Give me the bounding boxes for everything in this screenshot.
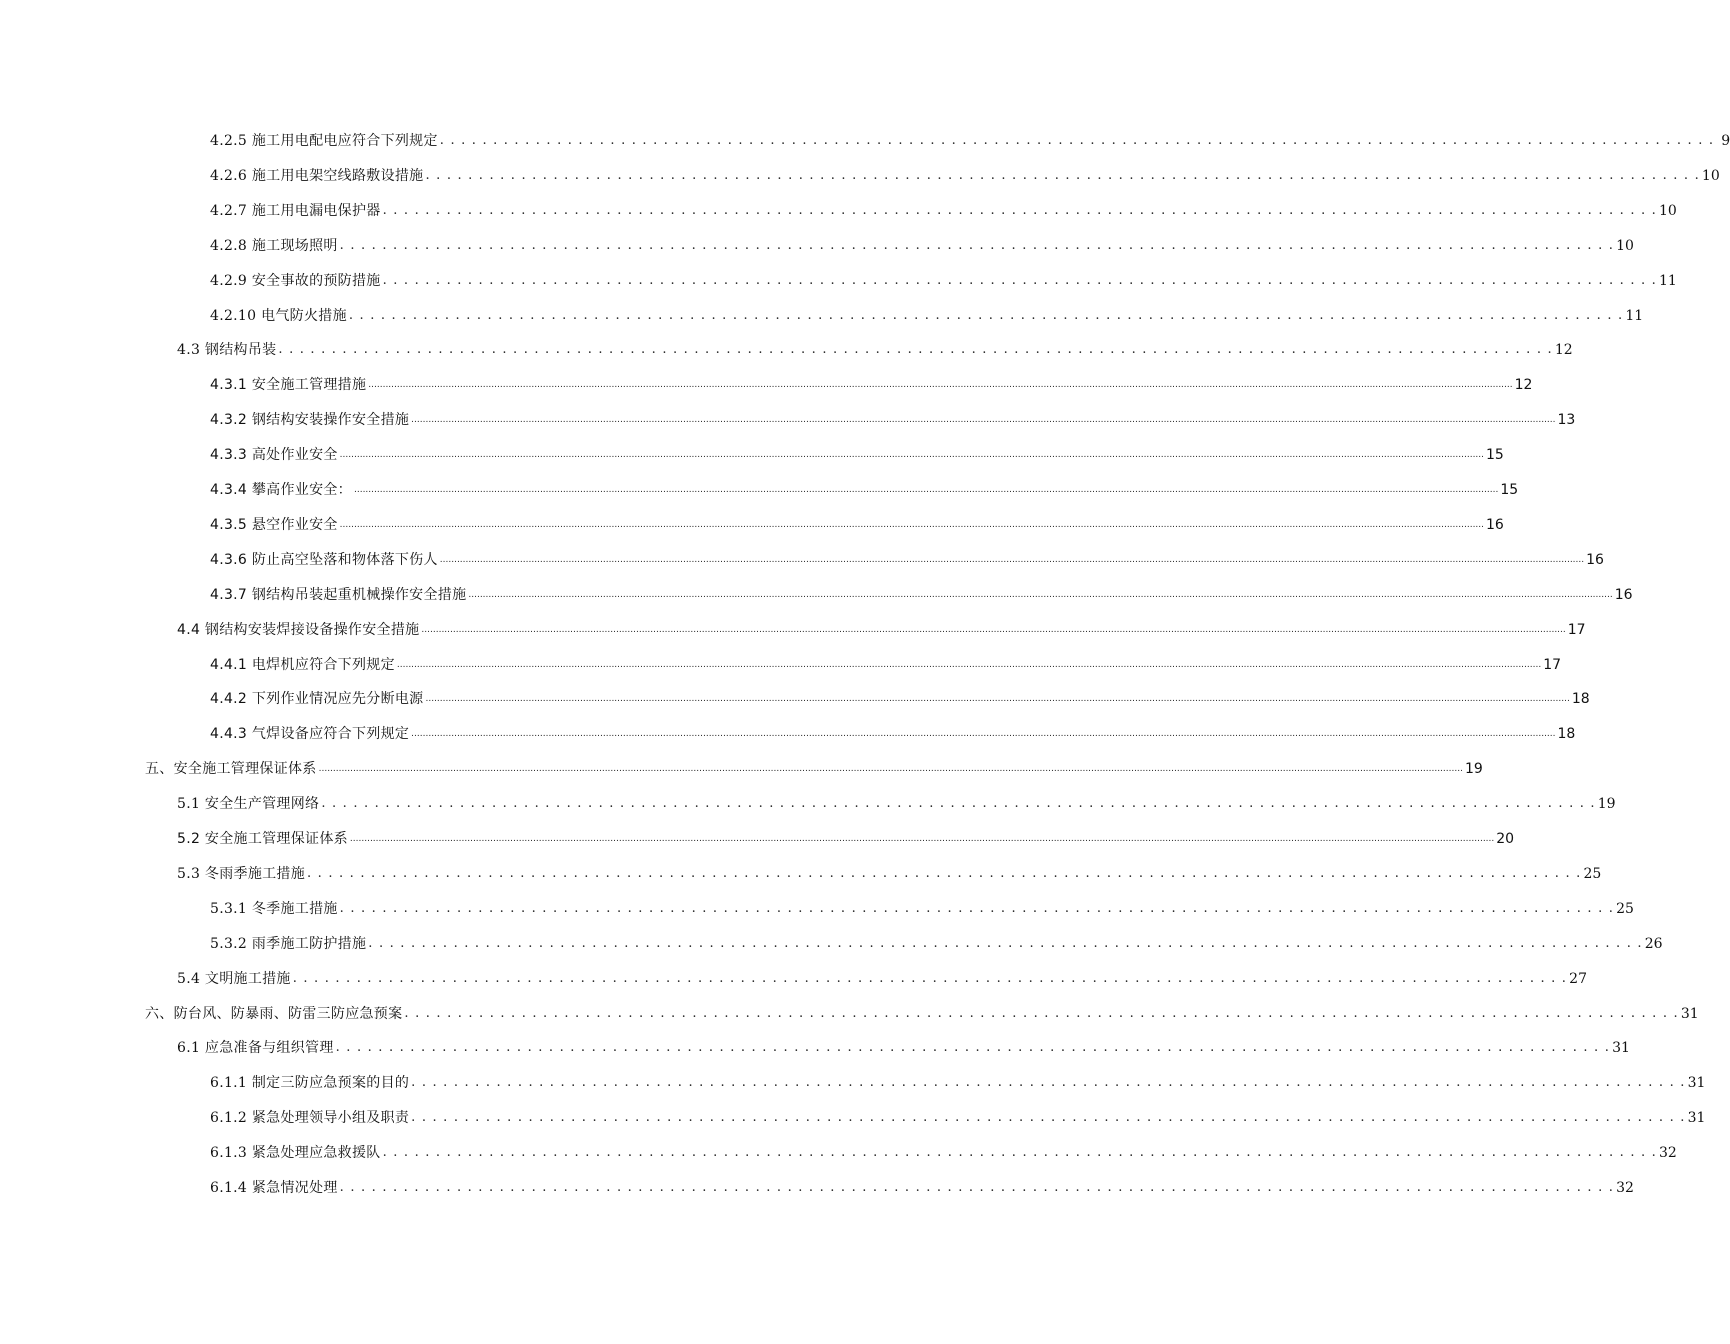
toc-entry-label: 4.3.4 攀高作业安全： <box>210 482 352 498</box>
toc-page-number: 12 <box>1554 342 1573 359</box>
toc-entry-label: 4.4.1 电焊机应符合下列规定 <box>210 656 395 673</box>
toc-entry-label: 4.2.5 施工用电配电应符合下列规定 <box>210 133 438 149</box>
toc-entry[interactable] <box>210 574 1633 604</box>
toc-entry-label: 6.1.1 制定三防应急预案的目的 <box>210 1075 410 1092</box>
toc-leader-dots: ................................................................................................................................................................................................................................................................................................................................................................................................................ <box>339 519 1485 530</box>
toc-page-number: 10 <box>1616 237 1634 254</box>
toc-entry-label: 4.2.7 施工用电漏电保护器 <box>210 202 381 219</box>
toc-leader-dots: . . . . . . . . . . . . . . . . . . . . . . . . . . . . . . . . . . . . . . . . . . . . . . . . . . . . . . . . . . . . . . . . . . . . . . . . . . . . . . . . . . . . . . . . . . . . . . . . . . . . . . . . . . . . . . . . . . . . . . . . <box>382 202 1658 218</box>
toc-entry[interactable] <box>210 469 1519 499</box>
toc-entry[interactable] <box>210 678 1590 708</box>
toc-entry-label: 4.3.6 防止高空坠落和物体落下伤人 <box>210 551 438 568</box>
toc-page-number: 10 <box>1659 202 1677 219</box>
toc-page-number: 31 <box>1687 1075 1706 1092</box>
toc-entry-label: 4.4 钢结构安装焊接设备操作安全措施 <box>177 621 420 638</box>
toc-entry[interactable] <box>210 644 1562 674</box>
toc-leader-dots: ................................................................................................................................................................................................................................................................................................................................................................................................................ <box>349 834 1495 844</box>
toc-page-number: 16 <box>1586 551 1604 568</box>
toc-entry-label: 4.2.10 电气防火措施 <box>210 307 347 324</box>
toc-leader-dots: . . . . . . . . . . . . . . . . . . . . . . . . . . . . . . . . . . . . . . . . . . . . . . . . . . . . . . . . . . . . . . . . . . . . . . . . . . . . . . . . . . . . . . . . . . . . . . . . . . . . . . . . . . . . . . . . . . . . . . . . <box>278 342 1553 358</box>
toc-entry[interactable] <box>210 1097 1706 1127</box>
toc-entry-label: 5.3.2 雨季施工防护措施 <box>210 935 367 952</box>
toc-page-number: 15 <box>1486 447 1504 464</box>
toc-entry[interactable] <box>210 1167 1634 1197</box>
toc-entry-label: 4.3.2 钢结构安装操作安全措施 <box>210 412 410 429</box>
toc-leader-dots: ................................................................................................................................................................................................................................................................................................................................................................................................................ <box>339 450 1485 461</box>
toc-leader-dots: . . . . . . . . . . . . . . . . . . . . . . . . . . . . . . . . . . . . . . . . . . . . . . . . . . . . . . . . . . . . . . . . . . . . . . . . . . . . . . . . . . . . . . . . . . . . . . . . . . . . . . . . . . . . . . . . . . . . . . . . <box>292 970 1568 986</box>
toc-page-number: 16 <box>1486 516 1504 533</box>
toc-page-number: 17 <box>1543 656 1562 673</box>
toc-entry[interactable] <box>177 818 1515 848</box>
toc-page-number: 31 <box>1680 1005 1699 1022</box>
toc-leader-dots: ................................................................................................................................................................................................................................................................................................................................................................................................................ <box>368 380 1513 391</box>
toc-leader-dots: ................................................................................................................................................................................................................................................................................................................................................................................................................ <box>318 764 1463 775</box>
toc-entry[interactable] <box>210 120 1730 150</box>
toc-entry[interactable] <box>177 853 1602 883</box>
toc-leader-dots: ................................................................................................................................................................................................................................................................................................................................................................................................................ <box>425 694 1570 705</box>
toc-leader-dots: . . . . . . . . . . . . . . . . . . . . . . . . . . . . . . . . . . . . . . . . . . . . . . . . . . . . . . . . . . . . . . . . . . . . . . . . . . . . . . . . . . . . . . . . . . . . . . . . . . . . . . . . . . . . . . . . . . . . . . . . <box>348 307 1624 323</box>
toc-page-number: 19 <box>1597 796 1616 813</box>
toc-entry[interactable] <box>177 609 1586 639</box>
toc-page-number: 13 <box>1557 412 1576 429</box>
toc-entry[interactable] <box>177 1027 1630 1057</box>
toc-leader-dots: . . . . . . . . . . . . . . . . . . . . . . . . . . . . . . . . . . . . . . . . . . . . . . . . . . . . . . . . . . . . . . . . . . . . . . . . . . . . . . . . . . . . . . . . . . . . . . . . . . . . . . . . . . . . . . . . . . . . . . . . <box>404 1005 1679 1021</box>
toc-entry-label: 6.1 应急准备与组织管理 <box>177 1040 334 1057</box>
toc-leader-dots: . . . . . . . . . . . . . . . . . . . . . . . . . . . . . . . . . . . . . . . . . . . . . . . . . . . . . . . . . . . . . . . . . . . . . . . . . . . . . . . . . . . . . . . . . . . . . . . . . . . . . . . . . . . . . . . . . . . . . . . . <box>382 1145 1658 1161</box>
toc-entry[interactable] <box>177 783 1616 813</box>
toc-entry-label: 4.2.9 安全事故的预防措施 <box>210 272 381 289</box>
toc-leader-dots: ................................................................................................................................................................................................................................................................................................................................................................................................................ <box>439 554 1585 565</box>
toc-leader-dots: ................................................................................................................................................................................................................................................................................................................................................................................................................ <box>411 415 1556 426</box>
toc-page-number: 17 <box>1567 621 1586 638</box>
toc-entry[interactable] <box>210 155 1720 185</box>
toc-entry-label: 六、防台风、防暴雨、防雷三防应急预案 <box>145 1005 403 1022</box>
toc-entry[interactable] <box>210 539 1604 569</box>
toc-leader-dots: . . . . . . . . . . . . . . . . . . . . . . . . . . . . . . . . . . . . . . . . . . . . . . . . . . . . . . . . . . . . . . . . . . . . . . . . . . . . . . . . . . . . . . . . . . . . . . . . . . . . . . . . . . . . . . . . . . . . . . . . <box>368 935 1643 951</box>
toc-page-number: 15 <box>1500 482 1519 498</box>
toc-leader-dots: . . . . . . . . . . . . . . . . . . . . . . . . . . . . . . . . . . . . . . . . . . . . . . . . . . . . . . . . . . . . . . . . . . . . . . . . . . . . . . . . . . . . . . . . . . . . . . . . . . . . . . . . . . . . . . . . . . . . . . . . <box>425 167 1700 183</box>
toc-leader-dots: ................................................................................................................................................................................................................................................................................................................................................................................................................ <box>353 485 1499 495</box>
toc-entry[interactable] <box>210 225 1634 255</box>
toc-page-number: 25 <box>1583 865 1602 882</box>
toc-entry[interactable] <box>210 260 1677 290</box>
toc-leader-dots: . . . . . . . . . . . . . . . . . . . . . . . . . . . . . . . . . . . . . . . . . . . . . . . . . . . . . . . . . . . . . . . . . . . . . . . . . . . . . . . . . . . . . . . . . . . . . . . . . . . . . . . . . . . . . . . . . . . . . . . . <box>321 796 1596 812</box>
toc-entry[interactable] <box>145 748 1483 778</box>
toc-entry[interactable] <box>210 504 1504 534</box>
toc-entry[interactable] <box>210 923 1663 953</box>
toc-entry-label: 4.3.7 钢结构吊装起重机械操作安全措施 <box>210 586 467 603</box>
toc-entry[interactable] <box>210 434 1504 464</box>
toc-entry[interactable] <box>210 295 1644 325</box>
toc-leader-dots: . . . . . . . . . . . . . . . . . . . . . . . . . . . . . . . . . . . . . . . . . . . . . . . . . . . . . . . . . . . . . . . . . . . . . . . . . . . . . . . . . . . . . . . . . . . . . . . . . . . . . . . . . . . . . . . . . . . . . . . . <box>339 900 1615 916</box>
toc-entry-label: 4.3 钢结构吊装 <box>177 342 277 359</box>
toc-leader-dots: ................................................................................................................................................................................................................................................................................................................................................................................................................ <box>396 659 1542 670</box>
toc-page-number: 9 <box>1721 133 1730 149</box>
toc-page-number: 18 <box>1557 726 1576 743</box>
toc-entry-label: 5.4 文明施工措施 <box>177 970 291 987</box>
toc-page-number: 19 <box>1464 761 1483 778</box>
toc-page-number: 27 <box>1569 970 1587 987</box>
toc-page-number: 20 <box>1496 831 1515 847</box>
toc-entry[interactable] <box>210 364 1533 394</box>
toc-entry-label: 4.4.3 气焊设备应符合下列规定 <box>210 726 410 743</box>
toc-entry-label: 4.3.1 安全施工管理措施 <box>210 377 367 394</box>
toc-leader-dots: . . . . . . . . . . . . . . . . . . . . . . . . . . . . . . . . . . . . . . . . . . . . . . . . . . . . . . . . . . . . . . . . . . . . . . . . . . . . . . . . . . . . . . . . . . . . . . . . . . . . . . . . . . . . . . . . . . . . . . . . <box>339 1180 1615 1195</box>
toc-page-number: 32 <box>1659 1145 1677 1162</box>
toc-entry-label: 6.1.3 紧急处理应急救援队 <box>210 1145 381 1162</box>
toc-entry-label: 4.2.8 施工现场照明 <box>210 237 338 254</box>
toc-entry[interactable] <box>210 1132 1677 1162</box>
toc-page-number: 31 <box>1612 1040 1630 1057</box>
toc-page-number: 12 <box>1514 377 1533 394</box>
toc-entry-label: 5.3 冬雨季施工措施 <box>177 865 306 882</box>
toc-entry-label: 6.1.2 紧急处理领导小组及职责 <box>210 1110 410 1127</box>
toc-page-number: 18 <box>1571 691 1590 708</box>
toc-entry-label: 5.1 安全生产管理网络 <box>177 796 320 813</box>
toc-entry-label: 4.3.5 悬空作业安全 <box>210 516 338 533</box>
toc-entry-label: 4.3.3 高处作业安全 <box>210 447 338 464</box>
toc-leader-dots: . . . . . . . . . . . . . . . . . . . . . . . . . . . . . . . . . . . . . . . . . . . . . . . . . . . . . . . . . . . . . . . . . . . . . . . . . . . . . . . . . . . . . . . . . . . . . . . . . . . . . . . . . . . . . . . . . . . . . . . . <box>439 133 1715 148</box>
toc-entry[interactable] <box>177 958 1587 988</box>
toc-entry[interactable] <box>210 1062 1706 1092</box>
toc-entry[interactable] <box>210 713 1576 743</box>
toc-entry-label: 5.2 安全施工管理保证体系 <box>177 831 348 847</box>
toc-page-number: 11 <box>1659 272 1677 289</box>
toc-leader-dots: ................................................................................................................................................................................................................................................................................................................................................................................................................ <box>411 729 1556 740</box>
toc-page-number: 11 <box>1625 307 1644 324</box>
toc-entry[interactable] <box>210 888 1634 918</box>
toc-page-number: 10 <box>1701 167 1720 184</box>
toc-leader-dots: . . . . . . . . . . . . . . . . . . . . . . . . . . . . . . . . . . . . . . . . . . . . . . . . . . . . . . . . . . . . . . . . . . . . . . . . . . . . . . . . . . . . . . . . . . . . . . . . . . . . . . . . . . . . . . . . . . . . . . . . <box>307 865 1582 881</box>
toc-entry[interactable] <box>177 329 1573 359</box>
toc-entry-label: 4.4.2 下列作业情况应先分断电源 <box>210 691 424 708</box>
toc-entry[interactable] <box>210 399 1576 429</box>
toc-page-number: 16 <box>1614 586 1633 603</box>
toc-page-number: 32 <box>1616 1180 1634 1196</box>
toc-leader-dots: . . . . . . . . . . . . . . . . . . . . . . . . . . . . . . . . . . . . . . . . . . . . . . . . . . . . . . . . . . . . . . . . . . . . . . . . . . . . . . . . . . . . . . . . . . . . . . . . . . . . . . . . . . . . . . . . . . . . . . . . <box>411 1110 1686 1126</box>
toc-entry-label: 五、安全施工管理保证体系 <box>145 761 317 778</box>
toc-page-number: 26 <box>1644 935 1663 952</box>
toc-page-number: 31 <box>1687 1110 1706 1127</box>
toc-entry[interactable] <box>145 993 1699 1023</box>
toc-entry-label: 5.3.1 冬季施工措施 <box>210 900 338 917</box>
toc-entry-label: 4.2.6 施工用电架空线路敷设措施 <box>210 167 424 184</box>
toc-leader-dots: ................................................................................................................................................................................................................................................................................................................................................................................................................ <box>468 589 1613 600</box>
toc-leader-dots: . . . . . . . . . . . . . . . . . . . . . . . . . . . . . . . . . . . . . . . . . . . . . . . . . . . . . . . . . . . . . . . . . . . . . . . . . . . . . . . . . . . . . . . . . . . . . . . . . . . . . . . . . . . . . . . . . . . . . . . . <box>335 1040 1611 1056</box>
toc-page-number: 25 <box>1616 900 1634 917</box>
toc-leader-dots: . . . . . . . . . . . . . . . . . . . . . . . . . . . . . . . . . . . . . . . . . . . . . . . . . . . . . . . . . . . . . . . . . . . . . . . . . . . . . . . . . . . . . . . . . . . . . . . . . . . . . . . . . . . . . . . . . . . . . . . . <box>382 272 1658 288</box>
toc-leader-dots: ................................................................................................................................................................................................................................................................................................................................................................................................................ <box>421 624 1566 635</box>
toc-leader-dots: . . . . . . . . . . . . . . . . . . . . . . . . . . . . . . . . . . . . . . . . . . . . . . . . . . . . . . . . . . . . . . . . . . . . . . . . . . . . . . . . . . . . . . . . . . . . . . . . . . . . . . . . . . . . . . . . . . . . . . . . <box>411 1075 1686 1091</box>
toc-leader-dots: . . . . . . . . . . . . . . . . . . . . . . . . . . . . . . . . . . . . . . . . . . . . . . . . . . . . . . . . . . . . . . . . . . . . . . . . . . . . . . . . . . . . . . . . . . . . . . . . . . . . . . . . . . . . . . . . . . . . . . . . <box>339 237 1615 253</box>
toc-entry-label: 6.1.4 紧急情况处理 <box>210 1180 338 1196</box>
toc-entry[interactable] <box>210 190 1677 220</box>
